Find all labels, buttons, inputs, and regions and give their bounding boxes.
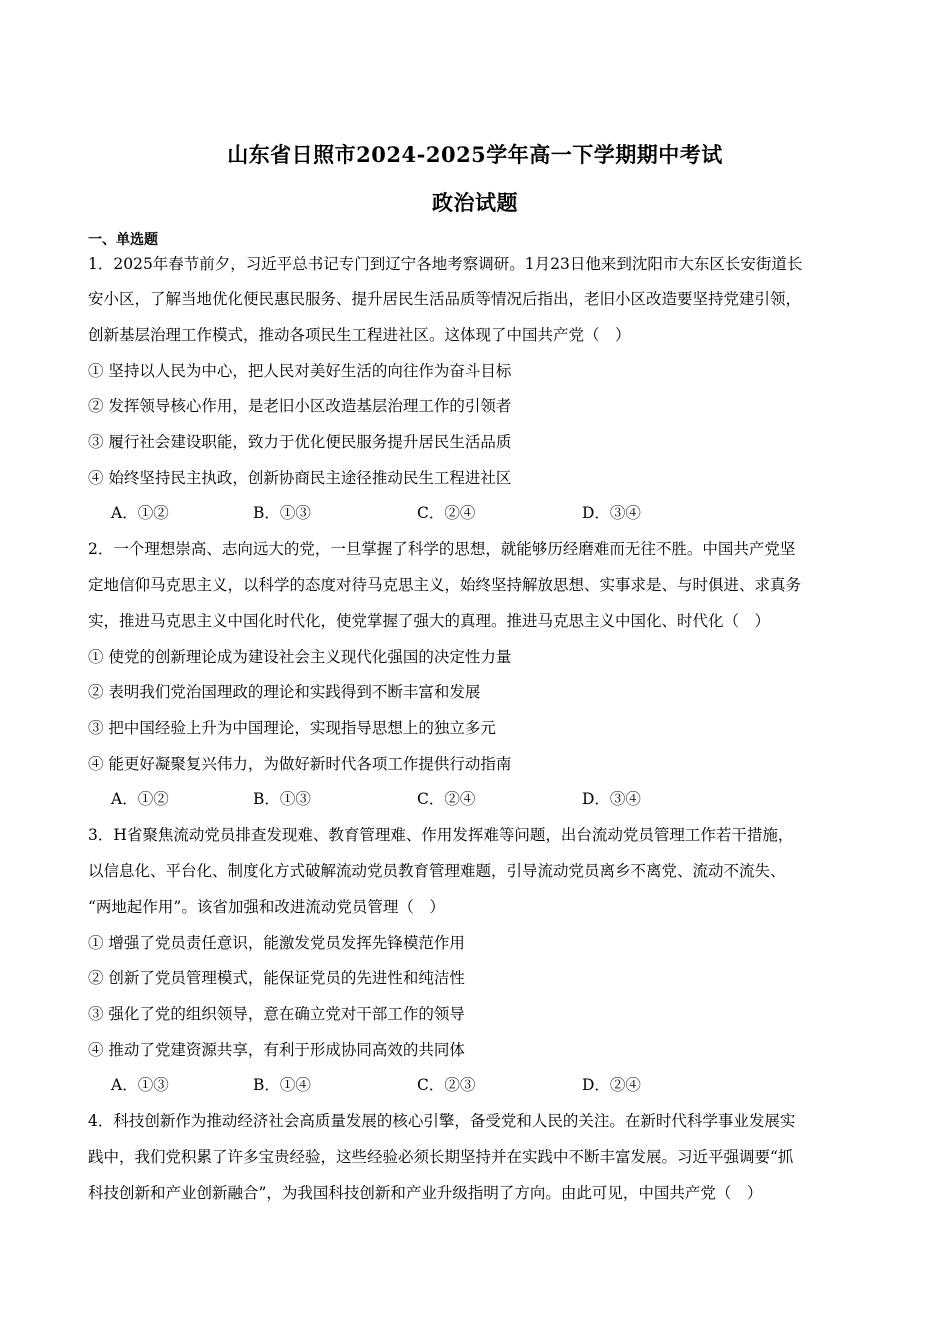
question-3-stem-line-3: “两地起作用”。该省加强和改进流动党员管理（ ） — [88, 898, 445, 916]
question-4-stem-line-2: 践中，我们党积累了许多宝贵经验，这些经验必须长期坚持并在实践中不断丰富发展。习近平强调要“抓 — [88, 1148, 794, 1166]
question-2-stem-line-2: 定地信仰马克思主义，以科学的态度对待马克思主义，始终坚持解放思想、实事求是、与时俱进、求真务 — [88, 576, 802, 594]
question-1-statement-1: ① 坚持以人民为中心，把人民对美好生活的向往作为奋斗目标 — [88, 362, 512, 380]
question-2-statement-3: ③ 把中国经验上升为中国理论，实现指导思想上的独立多元 — [88, 719, 496, 737]
question-3-option-a[interactable]: A．①③ — [111, 1076, 169, 1094]
question-3-statement-1: ① 增强了党员责任意识，能激发党员发挥先锋模范作用 — [88, 934, 465, 952]
question-1-statement-4: ④ 始终坚持民主执政，创新协商民主途径推动民生工程进社区 — [88, 469, 512, 487]
question-1-stem-line-2: 安小区，了解当地优化便民惠民服务、提升居民生活品质等情况后指出，老旧小区改造要坚持党建引领， — [88, 290, 802, 308]
question-2-option-b[interactable]: B．①③ — [253, 790, 311, 808]
page-title: 山东省日照市2024-2025学年高一下学期期中考试 — [227, 142, 723, 167]
question-3-option-d[interactable]: D．②④ — [582, 1076, 641, 1094]
question-1-option-b[interactable]: B．①③ — [253, 504, 311, 522]
question-3-stem-line-1: 3．H省聚焦流动党员排查发现难、教育管理难、作用发挥难等问题，出台流动党员管理工作若干措施， — [88, 826, 794, 844]
question-2-option-d[interactable]: D．③④ — [582, 790, 641, 808]
question-1-option-c[interactable]: C．②④ — [417, 504, 476, 522]
question-4-stem-line-3: 科技创新和产业创新融合”，为我国科技创新和产业升级指明了方向。由此可见，中国共产党（ ） — [88, 1184, 763, 1202]
question-2-stem-line-1: 2．一个理想崇高、志向远大的党，一旦掌握了科学的思想，就能够历经磨难而无往不胜。中国共产党坚 — [88, 540, 796, 558]
section-heading: 一、单选题 — [88, 232, 158, 248]
question-2-option-c[interactable]: C．②④ — [417, 790, 476, 808]
question-3-stem-line-2: 以信息化、平台化、制度化方式破解流动党员教育管理难题，引导流动党员离乡不离党、流动不流失、 — [88, 862, 786, 880]
question-3-statement-3: ③ 强化了党的组织领导，意在确立党对干部工作的领导 — [88, 1005, 465, 1023]
question-3-statement-2: ② 创新了党员管理模式，能保证党员的先进性和纯洁性 — [88, 969, 465, 987]
question-2-option-a[interactable]: A．①② — [111, 790, 169, 808]
question-1-statement-3: ③ 履行社会建设职能，致力于优化便民服务提升居民生活品质 — [88, 433, 512, 451]
question-3-option-b[interactable]: B．①④ — [253, 1076, 311, 1094]
question-4-stem-line-1: 4．科技创新作为推动经济社会高质量发展的核心引擎，备受党和人民的关注。在新时代科学事业发展实 — [88, 1112, 796, 1130]
question-1-option-a[interactable]: A．①② — [111, 504, 169, 522]
page-subtitle: 政治试题 — [432, 190, 518, 215]
question-1-stem-line-1: 1．2025年春节前夕，习近平总书记专门到辽宁各地考察调研。1月23日他来到沈阳市大东区长安街道长 — [88, 255, 803, 273]
question-3-option-c[interactable]: C．②③ — [417, 1076, 476, 1094]
question-2-statement-4: ④ 能更好凝聚复兴伟力，为做好新时代各项工作提供行动指南 — [88, 755, 512, 773]
question-2-stem-line-3: 实，推进马克思主义中国化时代化，使党掌握了强大的真理。推进马克思主义中国化、时代化（ ） — [88, 612, 771, 630]
question-1-stem-line-3: 创新基层治理工作模式，推动各项民生工程进社区。这体现了中国共产党（ ） — [88, 326, 631, 344]
question-1-option-d[interactable]: D．③④ — [582, 504, 641, 522]
question-2-statement-2: ② 表明我们党治国理政的理论和实践得到不断丰富和发展 — [88, 683, 481, 701]
question-1-statement-2: ② 发挥领导核心作用，是老旧小区改造基层治理工作的引领者 — [88, 397, 512, 415]
question-3-statement-4: ④ 推动了党建资源共享，有利于形成协同高效的共同体 — [88, 1041, 465, 1059]
question-2-statement-1: ① 使党的创新理论成为建设社会主义现代化强国的决定性力量 — [88, 648, 512, 666]
